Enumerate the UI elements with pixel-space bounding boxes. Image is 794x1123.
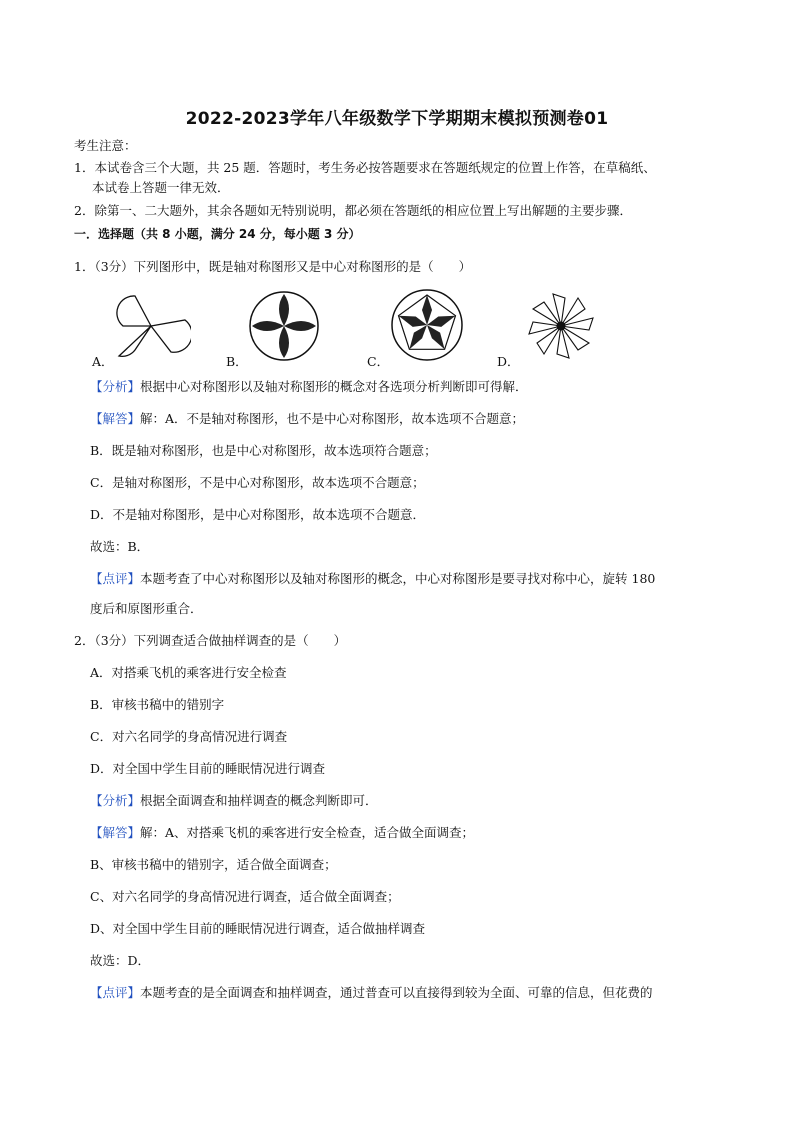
q1-comment bbox=[90, 571, 655, 587]
q1-figure-a bbox=[113, 290, 191, 360]
page-title: 2022-2023学年八年级数学下学期期末模拟预测卷01 bbox=[185, 109, 609, 129]
q2-comment-text: 本题考查的是全面调查和抽样调查，通过普查可以直接得到较为全面、可靠的信息，但花费的 bbox=[140, 985, 653, 1000]
q1-answer-b: B．既是轴对称图形，也是中心对称图形，故本选项符合题意； bbox=[90, 443, 437, 458]
notice-item-1-cont: 本试卷上答题一律无效． bbox=[92, 180, 230, 195]
q1-analysis-text: 根据中心对称图形以及轴对称图形的概念对各选项分析判断即可得解． bbox=[140, 379, 528, 394]
q2-option-c: C．对六名同学的身高情况进行调查 bbox=[90, 729, 288, 744]
q1-choose: 故选：B． bbox=[90, 539, 150, 554]
q1-comment-text: 本题考查了中心对称图形以及轴对称图形的概念，中心对称图形是要寻找对称中心，旋转 180 bbox=[140, 571, 656, 586]
q2-choose: 故选：D． bbox=[90, 953, 151, 968]
q1-figure-c bbox=[390, 288, 464, 362]
notice-item-1: 1．本试卷含三个大题，共 25 题．答题时，考生务必按答题要求在答题纸规定的位置上作答，在草稿纸、 bbox=[74, 160, 656, 175]
q1-figure-d bbox=[523, 288, 599, 364]
q2-answer-d: D、对全国中学生目前的睡眠情况进行调查，适合做抽样调查 bbox=[90, 921, 426, 936]
q1-option-c-label: C． bbox=[367, 354, 390, 369]
q2-analysis bbox=[90, 793, 378, 809]
analysis-tag: 【分析】 bbox=[90, 793, 141, 808]
q2-answer bbox=[90, 825, 474, 841]
notice-item-2: 2．除第一、二大题外，其余各题如无特别说明，都必须在答题纸的相应位置上写出解题的主要步骤． bbox=[74, 203, 632, 218]
q2-option-a: A．对搭乘飞机的乘客进行安全检查 bbox=[90, 665, 287, 680]
q2-comment bbox=[90, 985, 653, 1001]
q1-analysis bbox=[90, 379, 528, 395]
q1-answer-d: D．不是轴对称图形，是中心对称图形，故本选项不合题意． bbox=[90, 507, 426, 522]
q1-option-a-label: A． bbox=[92, 354, 114, 369]
q2-option-d: D．对全国中学生目前的睡眠情况进行调查 bbox=[90, 761, 326, 776]
q1-answer-text: 解：A．不是轴对称图形，也不是中心对称图形，故本选项不合题意； bbox=[140, 411, 525, 426]
q1-figure-b bbox=[248, 290, 320, 362]
q1-answer bbox=[90, 411, 524, 427]
q1-answer-c: C．是轴对称图形，不是中心对称图形，故本选项不合题意； bbox=[90, 475, 425, 490]
answer-tag: 【解答】 bbox=[90, 411, 141, 426]
notice-heading: 考生注意： bbox=[74, 138, 137, 153]
q2-analysis-text: 根据全面调查和抽样调查的概念判断即可． bbox=[140, 793, 378, 808]
q1-option-d-label: D． bbox=[497, 354, 520, 369]
q2-answer-text: 解：A、对搭乘飞机的乘客进行安全检查，适合做全面调查； bbox=[140, 825, 475, 840]
q2-answer-c: C、对六名同学的身高情况进行调查，适合做全面调查； bbox=[90, 889, 400, 904]
q1-option-b-label: B． bbox=[226, 354, 248, 369]
q1-comment-cont: 度后和原图形重合． bbox=[90, 601, 203, 616]
analysis-tag: 【分析】 bbox=[90, 379, 141, 394]
q2-answer-b: B、审核书稿中的错别字，适合做全面调查； bbox=[90, 857, 337, 872]
comment-tag: 【点评】 bbox=[90, 571, 141, 586]
answer-tag: 【解答】 bbox=[90, 825, 141, 840]
q1-stem: 1．（3分）下列图形中，既是轴对称图形又是中心对称图形的是（ ） bbox=[74, 259, 472, 274]
q2-option-b: B．审核书稿中的错别字 bbox=[90, 697, 225, 712]
comment-tag: 【点评】 bbox=[90, 985, 141, 1000]
q2-stem: 2．（3分）下列调查适合做抽样调查的是（ ） bbox=[74, 633, 347, 648]
section-heading: 一．选择题（共 8 小题，满分 24 分，每小题 3 分） bbox=[74, 227, 361, 241]
